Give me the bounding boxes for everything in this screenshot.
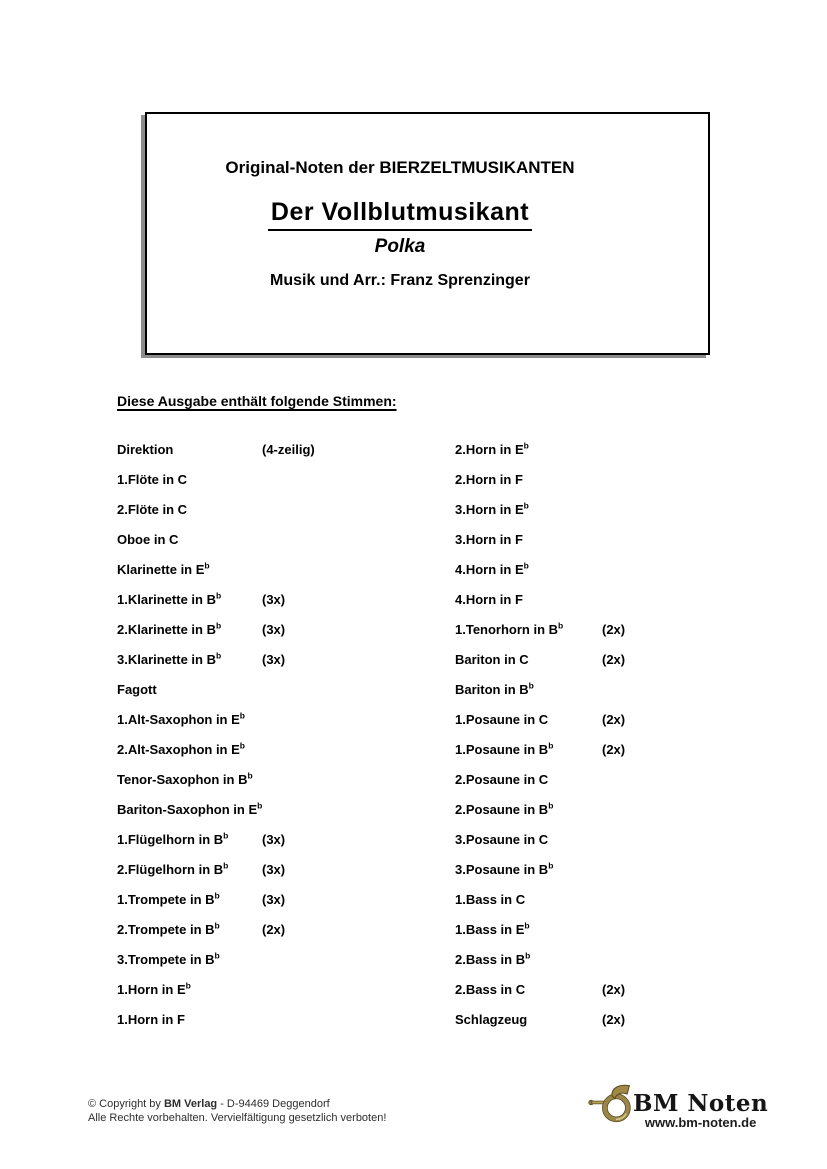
- flat-superscript: b: [523, 440, 529, 451]
- part-label: 1.Bass in C: [455, 892, 526, 907]
- logo-website: www.bm-noten.de: [644, 1115, 757, 1130]
- part-item: [455, 465, 785, 495]
- publisher-name: BM Verlag: [163, 1098, 218, 1110]
- part-label: Oboe in C: [117, 532, 179, 547]
- part-item: [455, 525, 785, 555]
- part-label: Fagott: [117, 682, 157, 697]
- part-item: [455, 855, 785, 885]
- logo-text: [633, 1082, 768, 1130]
- part-count: (3x): [262, 622, 286, 637]
- part-item: [117, 645, 447, 675]
- flat-superscript: b: [257, 800, 263, 811]
- part-item: [117, 615, 447, 645]
- flat-superscript: b: [239, 740, 245, 751]
- copyright-prefix: © Copyright by: [88, 1098, 164, 1110]
- part-label: 2.Horn in F: [455, 472, 523, 487]
- part-label: 1.Bass in $E^b$: [455, 920, 530, 937]
- part-item: [117, 945, 447, 975]
- flat-superscript: b: [185, 980, 191, 991]
- part-label: Bariton-Saxophon in $E^b$: [117, 800, 263, 817]
- part-item: [117, 705, 447, 735]
- part-item: [455, 915, 785, 945]
- part-label: 2.Posaune in $B^b$: [455, 800, 554, 817]
- part-count: (3x): [262, 652, 286, 667]
- part-item: [455, 705, 785, 735]
- part-item: [455, 765, 785, 795]
- title-box: [145, 112, 710, 355]
- part-label: 1.Alt-Saxophon in $E^b$: [117, 710, 245, 727]
- part-count: (2x): [602, 652, 626, 667]
- part-label: 1.Klarinette in $B^b$: [117, 590, 222, 607]
- part-item: [455, 1005, 785, 1035]
- part-item: [455, 975, 785, 1005]
- part-label: 2.Bass in C: [455, 982, 526, 997]
- part-label: 2.Flöte in C: [117, 502, 188, 517]
- part-item: [455, 885, 785, 915]
- flat-superscript: b: [247, 770, 253, 781]
- part-item: [117, 915, 447, 945]
- part-count: (2x): [602, 622, 626, 637]
- part-label: 3.Trompete in $B^b$: [117, 950, 220, 967]
- part-item: [117, 735, 447, 765]
- parts-list-right: [455, 435, 785, 1035]
- part-label: Bariton in C: [455, 652, 529, 667]
- part-label: 1.Trompete in $B^b$: [117, 890, 220, 907]
- part-item: [455, 735, 785, 765]
- part-item: [455, 675, 785, 705]
- part-item: [117, 525, 447, 555]
- part-label: 2.Alt-Saxophon in $E^b$: [117, 740, 245, 757]
- part-item: [117, 555, 447, 585]
- part-item: [455, 585, 785, 615]
- part-count: (2x): [262, 922, 286, 937]
- part-item: [117, 585, 447, 615]
- work-title: Der Vollblutmusikant: [268, 198, 532, 231]
- part-item: [117, 855, 447, 885]
- part-label: 3.Posaune in C: [455, 832, 549, 847]
- part-label: 1.Tenorhorn in $B^b$: [455, 620, 564, 637]
- part-label: 1.Flöte in C: [117, 472, 188, 487]
- part-label: Direktion: [117, 442, 174, 457]
- part-item: [117, 435, 447, 465]
- flat-superscript: b: [214, 920, 220, 931]
- part-label: 3.Posaune in $B^b$: [455, 860, 554, 877]
- part-label: 1.Posaune in $B^b$: [455, 740, 554, 757]
- part-item: [455, 945, 785, 975]
- part-label: 2.Horn in $E^b$: [455, 440, 529, 457]
- rights-line: Alle Rechte vorbehalten. Vervielfältigung gesetzlich verboten!: [88, 1111, 387, 1124]
- part-count: (3x): [262, 892, 286, 907]
- part-item: [455, 435, 785, 465]
- part-label: 1.Horn in $E^b$: [117, 980, 191, 997]
- copyright-line: [88, 1098, 386, 1112]
- copyright-suffix: - D-94469 Deggendorf: [217, 1098, 330, 1110]
- part-label: 2.Klarinette in $B^b$: [117, 620, 222, 637]
- flat-superscript: b: [215, 620, 222, 631]
- part-count: (2x): [602, 1012, 626, 1027]
- part-item: [455, 615, 785, 645]
- parts-list-left: [117, 435, 447, 1035]
- flat-superscript: b: [204, 560, 210, 571]
- part-count: (2x): [602, 982, 626, 997]
- work-title-wrap: [147, 198, 708, 231]
- part-label: 2.Flügelhorn in $B^b$: [117, 860, 229, 877]
- part-item: [455, 495, 785, 525]
- part-label: Tenor-Saxophon in $B^b$: [117, 770, 253, 787]
- part-label: 2.Posaune in C: [455, 772, 549, 787]
- flat-superscript: b: [524, 920, 530, 931]
- flat-superscript: b: [214, 950, 220, 961]
- horn-icon: [588, 1084, 634, 1124]
- part-item: [455, 555, 785, 585]
- flat-superscript: b: [523, 500, 529, 511]
- section-heading: Diese Ausgabe enthält folgende Stimmen:: [117, 393, 397, 409]
- part-label: 4.Horn in $E^b$: [455, 560, 529, 577]
- part-item: [117, 825, 447, 855]
- flat-superscript: b: [525, 950, 531, 961]
- part-count: (2x): [602, 712, 626, 727]
- part-label: 1.Flügelhorn in $B^b$: [117, 830, 229, 847]
- flat-superscript: b: [548, 740, 554, 751]
- part-count: (3x): [262, 592, 286, 607]
- part-count: (3x): [262, 832, 286, 847]
- genre-subtitle: Polka: [374, 236, 426, 257]
- copyright-block: [88, 1098, 386, 1125]
- part-label: 3.Klarinette in $B^b$: [117, 650, 222, 667]
- flat-superscript: b: [523, 560, 529, 571]
- part-label: 2.Trompete in $B^b$: [117, 920, 220, 937]
- part-item: [117, 465, 447, 495]
- flat-superscript: b: [223, 860, 229, 871]
- part-item: [117, 675, 447, 705]
- flat-superscript: b: [548, 860, 554, 871]
- part-label: Bariton in $B^b$: [455, 680, 534, 697]
- part-item: [455, 645, 785, 675]
- part-count: (2x): [602, 742, 626, 757]
- logo-wordmark: BM Noten: [633, 1090, 769, 1117]
- flat-superscript: b: [215, 590, 222, 601]
- part-item: [455, 795, 785, 825]
- part-label: 4.Horn in F: [455, 592, 523, 607]
- part-item: [117, 765, 447, 795]
- publisher-logo: [588, 1082, 769, 1138]
- flat-superscript: b: [548, 800, 554, 811]
- part-item: [117, 795, 447, 825]
- part-label: 3.Horn in $E^b$: [455, 500, 529, 517]
- part-label: 1.Posaune in C: [455, 712, 549, 727]
- part-item: [117, 885, 447, 915]
- part-label: 2.Bass in $B^b$: [455, 950, 531, 967]
- part-item: [455, 825, 785, 855]
- flat-superscript: b: [215, 650, 222, 661]
- part-item: [117, 1005, 447, 1035]
- part-count: (4-zeilig): [262, 442, 315, 457]
- part-label: 3.Horn in F: [455, 532, 523, 547]
- series-line: Original-Noten der BIERZELTMUSIKANTEN: [225, 158, 575, 177]
- flat-superscript: b: [239, 710, 245, 721]
- flat-superscript: b: [528, 680, 534, 691]
- composer-byline: Musik und Arr.: Franz Sprenzinger: [270, 272, 530, 289]
- part-label: Klarinette in $E^b$: [117, 560, 210, 577]
- part-item: [117, 495, 447, 525]
- flat-superscript: b: [223, 830, 229, 841]
- part-item: [117, 975, 447, 1005]
- part-label: 1.Horn in F: [117, 1012, 185, 1027]
- flat-superscript: b: [214, 890, 220, 901]
- part-count: (3x): [262, 862, 286, 877]
- flat-superscript: b: [558, 620, 564, 631]
- part-label: Schlagzeug: [455, 1012, 528, 1027]
